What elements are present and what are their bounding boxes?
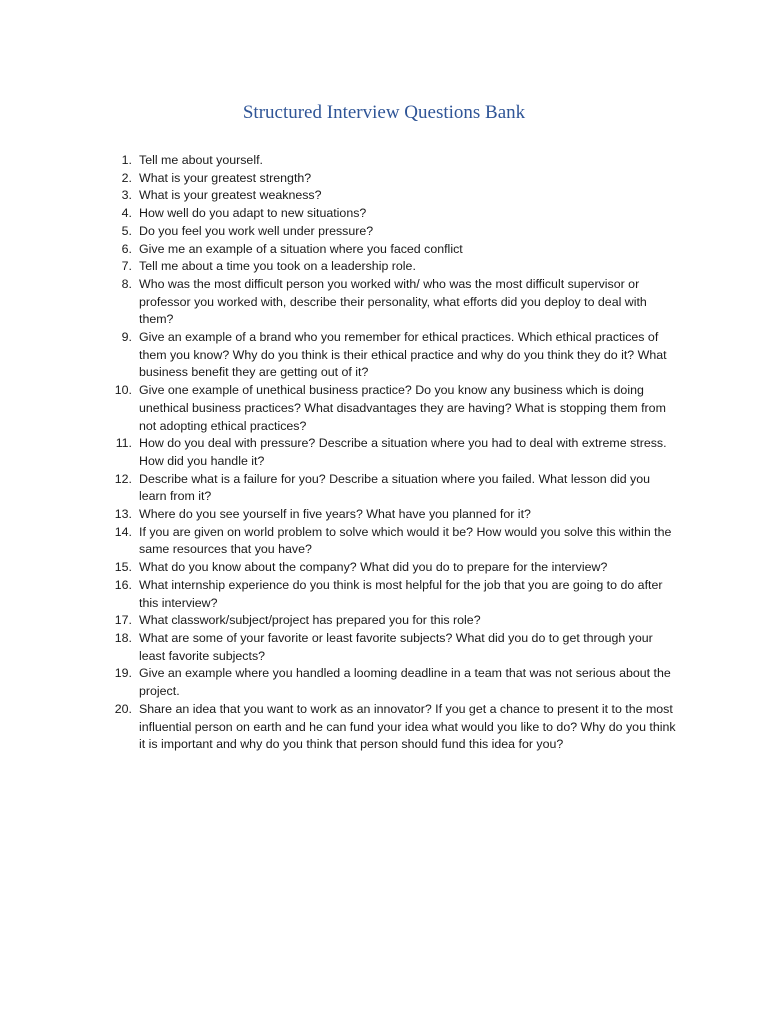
question-text: Tell me about a time you took on a leadership role. (139, 259, 416, 274)
question-item (108, 258, 678, 276)
question-text: Tell me about yourself. (139, 153, 263, 167)
question-item (108, 276, 678, 329)
question-number: 3. (121, 188, 132, 203)
questions-list (108, 152, 678, 754)
question-item (108, 559, 678, 577)
question-item (108, 223, 678, 241)
question-item (108, 471, 678, 506)
question-number: 16. (114, 577, 132, 592)
question-number: 6. (121, 241, 132, 256)
question-text: If you are given on world problem to solve which would it be? How would you solve this within the same resources that you have? (139, 524, 672, 557)
question-item (108, 187, 678, 205)
question-number: 4. (121, 206, 132, 221)
question-number: 17. (114, 613, 132, 628)
question-text: Give one example of unethical business practice? Do you know any business which is doing unethical business practices? What disadvantages they are having? What is stopping them from not adopting ethical practices? (139, 383, 666, 433)
question-number: 14. (114, 524, 132, 539)
question-text: What are some of your favorite or least favorite subjects? What did you do to get through your least favorite subjects? (139, 630, 653, 663)
question-item (108, 152, 678, 170)
question-text: What is your greatest strength? (139, 170, 312, 185)
question-text: Give an example where you handled a looming deadline in a team that was not serious about the project. (139, 666, 671, 699)
question-number: 10. (114, 383, 132, 398)
question-number: 15. (114, 560, 132, 575)
question-text: What classwork/subject/project has prepared you for this role? (139, 613, 481, 628)
question-number: 12. (114, 471, 132, 486)
question-text: How well do you adapt to new situations? (139, 206, 367, 221)
question-number: 20. (114, 701, 132, 716)
question-number: 11. (115, 436, 132, 451)
question-item (108, 612, 678, 630)
question-number: 1. (121, 153, 132, 167)
document-title: Structured Interview Questions Bank (242, 102, 526, 123)
question-item (108, 329, 678, 382)
question-number: 13. (114, 507, 132, 522)
question-item (108, 577, 678, 612)
question-text: Give an example of a brand who you remember for ethical practices. Which ethical practices of them you know? Why do you think is their ethical practice and why do you think they do it? What business benefit they are getting out of it? (139, 330, 667, 380)
question-number: 2. (121, 170, 132, 185)
question-item (108, 665, 678, 700)
question-item (108, 170, 678, 188)
question-text: What internship experience do you think is most helpful for the job that you are going to do after this interview? (139, 577, 663, 610)
question-item (108, 241, 678, 259)
question-item (108, 506, 678, 524)
question-text: Do you feel you work well under pressure? (139, 223, 374, 238)
question-item (108, 382, 678, 435)
question-item (108, 435, 678, 470)
question-item (108, 630, 678, 665)
question-text: How do you deal with pressure? Describe a situation where you had to deal with extreme stress. How did you handle it? (139, 436, 667, 468)
question-item (108, 205, 678, 223)
question-item (108, 701, 678, 754)
question-text: Describe what is a failure for you? Describe a situation where you failed. What lesson did you learn from it? (139, 471, 651, 504)
question-number: 5. (121, 223, 132, 238)
question-text: What is your greatest weakness? (139, 188, 322, 203)
question-number: 7. (121, 259, 132, 274)
question-text: Who was the most difficult person you worked with/ who was the most difficult supervisor or professor you worked with, describe their personality, what efforts did you deploy to deal with them? (139, 276, 647, 327)
question-text: What do you know about the company? What did you do to prepare for the interview? (139, 560, 608, 575)
question-text: Give me an example of a situation where you faced conflict (139, 241, 463, 256)
question-item (108, 524, 678, 559)
question-number: 9. (121, 330, 132, 345)
question-text: Share an idea that you want to work as an innovator? If you get a chance to present it to the most influential person on earth and he can fund your idea what would you like to do? Why do you think it is important and why do you think that person should fund this idea for you? (139, 701, 676, 752)
question-number: 19. (114, 666, 132, 681)
question-text: Where do you see yourself in five years? What have you planned for it? (139, 507, 531, 522)
question-number: 18. (114, 630, 132, 645)
question-number: 8. (121, 276, 132, 291)
